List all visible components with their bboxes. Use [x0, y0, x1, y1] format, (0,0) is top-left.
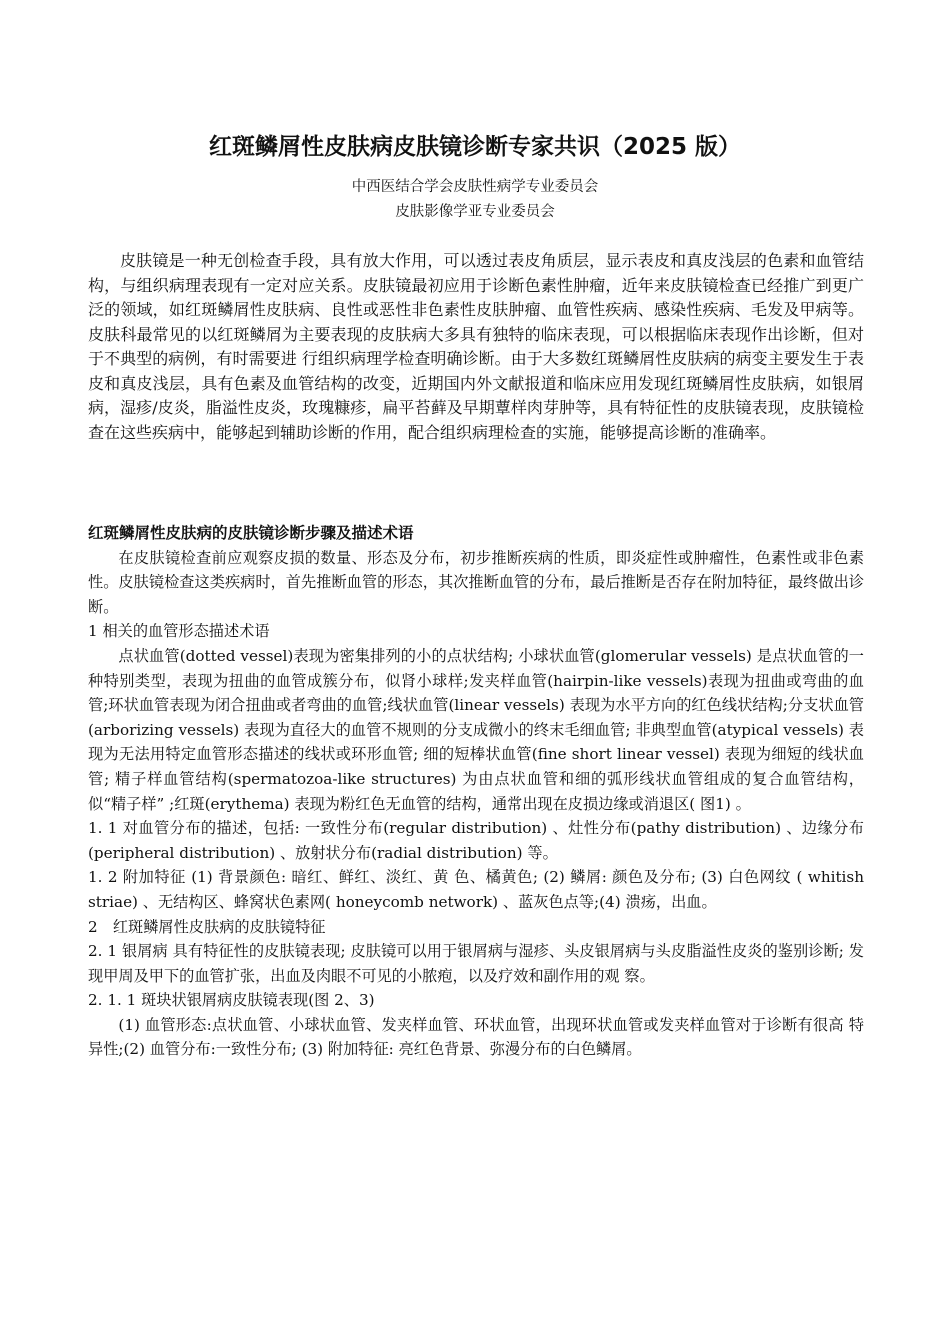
- main-body: [88, 521, 864, 1062]
- subheading-features: 2 红斑鳞屑性皮肤病的皮肤镜特征: [88, 917, 326, 936]
- subheading-plaque-psoriasis: 2. 1. 1 斑块状银屑病皮肤镜表现(图 2、3): [88, 991, 375, 1010]
- vessel-distribution-paragraph: 1. 1 对血管分布的描述，包括: 一致性分布(regular distribution) 、灶性分布(pathy distribution) 、边缘分布(peripheral distribution) 、放射状分布(radial distribution) 等。: [88, 819, 864, 862]
- psoriasis-paragraph: 2. 1 银屑病 具有特征性的皮肤镜表现; 皮肤镜可以用于银屑病与湿疹、头皮银屑病与头皮脂溢性皮炎的鉴别诊断; 发现甲周及甲下的血管扩张，出血及肉眼不可见的小脓疱，以及疗效和副作用的观 察。: [88, 942, 864, 985]
- document-title: 红斑鳞屑性皮肤病皮肤镜诊断专家共识（2025 版）: [208, 134, 742, 160]
- vessel-terms-paragraph: 点状血管(dotted vessel)表现为密集排列的小的点状结构; 小球状血管(glomerular vessels) 是点状血管的一种特别类型，表现为扭曲的血管成簇分布，似肾小球样;发夹样血管(hairpin-like vessels)表现为扭曲或弯曲的血管;环状血管表现为闭合扭曲或者弯曲的血管;线状血管(linear vessels) 表现为水平方向的红色线状结构;分支状血管(arborizing vessels) 表现为直径大的血管不规则的分支成微小的终末毛细血管; 非典型血管(atypical vessels) 表现为无法用特定血管形态描述的线状或环形血管; 细的短棒状血管(fine short linear vessel) 表现为细短的线状血管; 精子样血管结构(spermatozoa-like structures) 为由点状血管和细的弧形线状血管组成的复合血管结构，似“精子样” ;红斑(erythema) 表现为粉红色无血管的结构，通常出现在皮损边缘或消退区( 图1) 。: [88, 646, 864, 813]
- additional-features-paragraph: 1. 2 附加特征 (1) 背景颜色: 暗红、鲜红、淡红、黄 色、橘黄色; (2) 鳞屑: 颜色及分布; (3) 白色网纹 ( whitish striae) 、无结构区、蜂窝状色素网( honeycomb network) 、蓝灰色点等;(4) 溃疡，出血。: [88, 868, 864, 911]
- subheading-vessel-terms: 1 相关的血管形态描述术语: [88, 622, 270, 641]
- author-organization-1: 中西医结合学会皮肤性病学专业委员会: [351, 179, 599, 195]
- plaque-psoriasis-paragraph: (1) 血管形态:点状血管、小球状血管、发夹样血管、环状血管，出现环状血管或发夹样血管对于诊断有很高 特异性;(2) 血管分布:一致性分布; (3) 附加特征: 亮红色背景、弥漫分布的白色鳞屑。: [88, 1015, 864, 1059]
- section-paragraph: 在皮肤镜检查前应观察皮损的数量、形态及分布，初步推断疾病的性质，即炎症性或肿瘤性，色素性或非色素性。皮肤镜检查这类疾病时，首先推断血管的形态，其次推断血管的分布，最后推断是否存在附加特征，最终做出诊断。: [88, 548, 864, 616]
- section-heading: 红斑鳞屑性皮肤病的皮肤镜诊断步骤及描述术语: [88, 524, 414, 542]
- intro-paragraph: 皮肤镜是一种无创检查手段，具有放大作用，可以透过表皮角质层，显示表皮和真皮浅层的色素和血管结构，与组织病理表现有一定对应关系。皮肤镜最初应用于诊断色素性肿瘤，近年来皮肤镜检查已经推广到更广泛的领域，如红斑鳞屑性皮肤病、良性或恶性非色素性皮肤肿瘤、血管性疾病、感染性疾病、毛发及甲病等。皮肤科最常见的以红斑鳞屑为主要表现的皮肤病大多具有独特的临床表现，可以根据临床表现作出诊断，但对于不典型的病例，有时需要进 行组织病理学检查明确诊断。由于大多数红斑鳞屑性皮肤病的病变主要发生于表皮和真皮浅层，具有色素及血管结构的改变，近期国内外文献报道和临床应用发现红斑鳞屑性皮肤病，如银屑病，湿疹/皮炎，脂溢性皮炎，玫瑰糠疹，扁平苔藓及早期蕈样肉芽肿等，具有特征性的皮肤镜表现，皮肤镜检查在这些疾病中，能够起到辅助诊断的作用，配合组织病理检查的实施，能够提高诊断的准确率。: [88, 251, 864, 442]
- author-organization-2: 皮肤影像学亚专业委员会: [395, 204, 555, 220]
